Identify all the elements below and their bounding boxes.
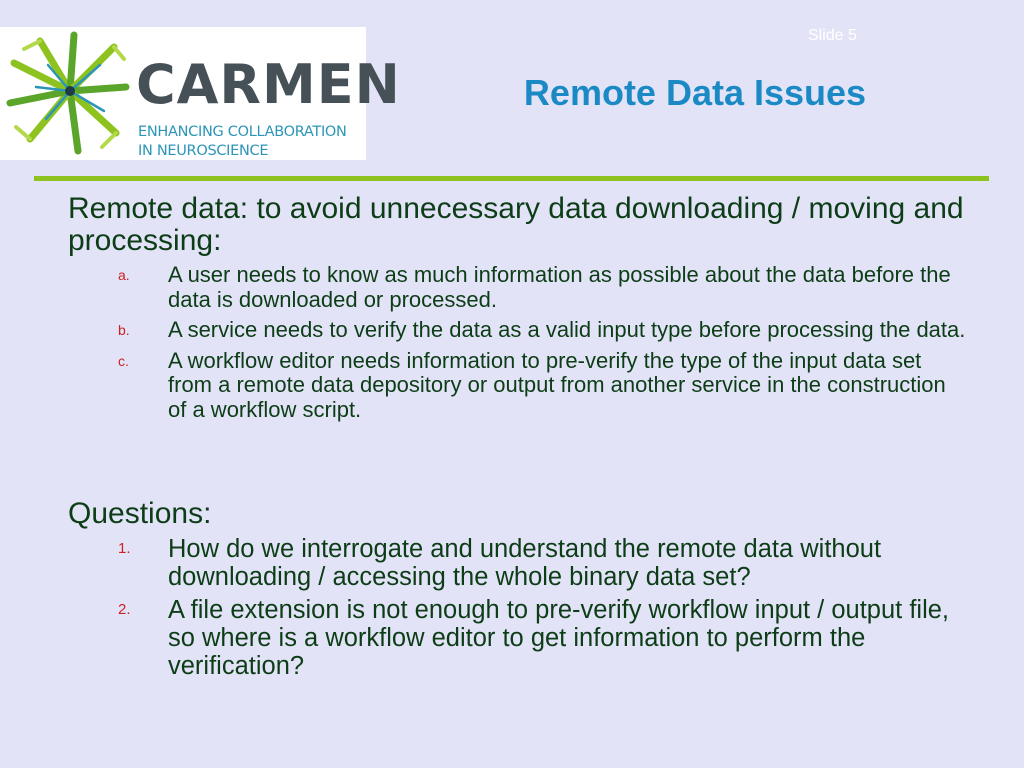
logo-tagline xyxy=(138,123,347,161)
list-item xyxy=(68,263,968,312)
remote-data-list xyxy=(68,263,968,422)
list-marker: b. xyxy=(118,322,130,338)
title-divider xyxy=(34,176,989,181)
questions-lead: Questions: xyxy=(68,497,212,530)
logo-tagline-line1: ENHANCING COLLABORATION xyxy=(138,124,347,140)
remote-data-section xyxy=(68,193,968,422)
logo-wordmark: CARMEN xyxy=(136,53,401,116)
list-item-text: A user needs to know as much information as possible about the data before the data is downloaded or processed. xyxy=(168,262,951,312)
list-item xyxy=(68,349,968,423)
list-item-text: A service needs to verify the data as a valid input type before processing the data. xyxy=(168,317,966,342)
list-marker: 1. xyxy=(118,540,131,557)
list-item-text: A file extension is not enough to pre-verify workflow input / output file, so where is a workflow editor to get information to perform the verification? xyxy=(168,596,950,680)
list-item-text: A workflow editor needs information to pre-verify the type of the input data set from a remote data depository or output from another service in the construction of a workflow script. xyxy=(168,347,946,422)
questions-list xyxy=(68,535,968,680)
list-item xyxy=(68,535,968,591)
slide-title: Remote Data Issues xyxy=(523,72,867,113)
list-marker: 2. xyxy=(118,601,131,618)
list-item xyxy=(68,318,968,343)
neuron-star-icon xyxy=(2,29,132,157)
carmen-logo xyxy=(0,27,401,160)
remote-data-lead: Remote data: to avoid unnecessary data downloading / moving and processing: xyxy=(68,192,964,257)
list-marker: a. xyxy=(118,267,130,283)
list-item xyxy=(68,596,968,680)
list-item-text: How do we interrogate and understand the remote data without downloading / accessing the whole binary data set? xyxy=(168,535,882,591)
list-marker: c. xyxy=(118,352,129,369)
slide-number: Slide 5 xyxy=(808,27,857,44)
logo-tagline-line2: IN NEUROSCIENCE xyxy=(138,143,269,159)
questions-section xyxy=(68,498,968,680)
